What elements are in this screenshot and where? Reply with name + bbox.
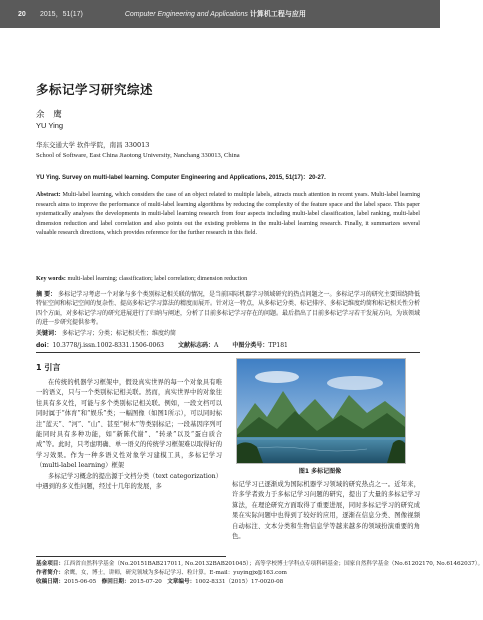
abstract-cn: [36, 290, 420, 328]
citation-line: YU Ying. Survey on multi-label learning. Computer Engineering and Applications, 2015, 51(17)：20-27.: [36, 175, 326, 181]
keywords-cn-text: 多标记学习；分类；标记相关性；维度约简: [61, 330, 176, 337]
keywords-en-text: multi-label learning; classification; label correlation; dimension reduction: [67, 276, 248, 282]
fund-note: [36, 560, 483, 569]
figure-1-image: [236, 358, 406, 464]
abstract-en: [36, 191, 420, 239]
revised-date: 2015-07-20: [129, 579, 162, 585]
doi-value: 10.3778/j.issn.1002-8331.1506-0063: [52, 342, 164, 349]
paper-title: 多标记学习研究综述: [36, 82, 154, 97]
intro-paragraph-2: 多标记学习概念的提出源于文档分类（text categorization）中遇到的多义性问题，经过十几年的发展，多: [36, 472, 222, 491]
dates-note: [36, 578, 420, 587]
document-code: [178, 340, 218, 349]
bio-text: 余鹰，女，博士，讲师，研究领域为多标记学习、粒计算。E-mail：yuyingjx@163.com: [63, 570, 287, 576]
clc-value: TP181: [268, 342, 288, 349]
doi: [36, 340, 164, 349]
article-number: 1002-8331（2015）17-0020-08: [195, 579, 284, 585]
article-meta: [36, 340, 420, 349]
keywords-cn: [36, 328, 420, 337]
article-label: 文章编号：: [167, 579, 196, 585]
intro-right-column: [232, 480, 420, 542]
figure-caption: 图1 多标记图像: [298, 468, 342, 475]
received-label: 收稿日期：: [36, 579, 64, 585]
journal-header: [0, 0, 440, 28]
affiliation-en: School of Software, East China Jiaotong University, Nanchang 330013, China: [36, 152, 240, 159]
clc-label: 中图分类号：: [232, 342, 269, 349]
volume-info: 2015，51(17): [40, 11, 83, 18]
abstract-cn-label: 摘 要：: [36, 291, 57, 298]
landscape-illustration: [237, 359, 405, 463]
journal-name-en: Computer Engineering and Applications: [124, 11, 248, 18]
footnotes: [36, 560, 483, 587]
clc-number: [232, 340, 288, 349]
intro-paragraph-3: 标记学习已逐渐成为国际机器学习领域的研究热点之一。近年来，许多学者致力于多标记学习问题的研究，提出了大量的多标记学习算法，在理论研究方面取得了重要进展，同时多标记学习的研究成果在实际问题中也得到了较好的应用，逐渐在信息分类、图像视频自动标注、文本分类和生物信息学等越来越多的领域扮演重要的角色。: [232, 481, 420, 541]
author-name-cn: 余 鹰: [36, 110, 65, 120]
document-code-value: A: [214, 342, 219, 349]
cloud: [327, 376, 383, 390]
keywords-en: [36, 276, 420, 282]
section-divider: [36, 352, 420, 353]
section-heading: 1 引言: [36, 363, 61, 372]
document-code-label: 文献标志码：: [177, 342, 214, 349]
author-name-en: YU Ying: [36, 121, 64, 130]
fund-label: 基金项目：: [36, 561, 64, 567]
journal-name-cn: 计算机工程与应用: [249, 11, 306, 18]
revised-label: 修回日期：: [101, 579, 130, 585]
intro-left-column: [36, 378, 222, 492]
journal-name: [125, 9, 306, 19]
fund-text: 江西省自然科学基金（No.20151BAB217011, No.20132BAB201045）；高等学校博士学科点专项科研基金；国家自然科学基金（No.61202170, No.61462037）。: [63, 561, 483, 567]
cloud: [255, 371, 299, 383]
doi-label: doi：: [36, 342, 53, 349]
intro-paragraph-1: 在传统的机器学习框架中，假设真实世界的每一个对象具有唯一的语义，只与一个类别标记相关联。然而，真实世界中的对象往往具有多义性，可能与多个类别标记相关联。例如，一段文档可以同时属于“体育”和“娱乐”类；一幅图像（如图1所示），可以同时标注“蓝天”、“河”、“山”、甚至“树木”等类别标记；一段基因序列可能同时具有多种功能，如“新陈代谢”、“转录”以及“蛋白质合成”等。此时，只考虑明确、单一语义的传统学习框架难以取得好的学习效果。作为一种多语义性对象学习建模工具，多标记学习（multi-label learning）框架: [36, 379, 222, 470]
abstract-cn-text: 多标记学习考虑一个对象与多个类别标记相关联的情况，是当前国际机器学习领域研究的热点问题之一。多标记学习的研究主要围绕降低特征空间和标记空间的复杂性、提高多标记学习算法的精度而展开。针对这一特点，从多标记分类、标记排序、多标记维度约简和标记相关性分析四个方面，对多标记学习的研究进展进行了归纳与阐述，分析了目前多标记学习存在的问题。最后指出了目前多标记学习若干发展方向，为该领域的进一步研究提供参考。: [36, 291, 421, 327]
keywords-cn-label: 关键词：: [36, 330, 61, 337]
affiliation-cn: 华东交通大学 软件学院，南昌 330013: [36, 141, 150, 149]
page-number: 20: [18, 10, 26, 18]
footnote-divider: [36, 556, 226, 557]
river: [237, 437, 405, 463]
abstract-en-label: Abstract:: [36, 192, 61, 198]
bio-note: [36, 569, 420, 578]
abstract-en-text: Multi-label learning, which considers the case of an object related to multiple labels, attracts much attention in recent years. Multi-label learning research aims to improve the performance of multi-label learning algorithms by reducing the complexity of the feature space and the label space. This paper systematically analyses the developments in multi-label learning research from four aspects including multi-label classification, label ranking, multi-label dimension reduction and label correlation and also points out the existing problems in the multi-label learning research. Finally, it summarizes several valuable research directions, which provides reference for the further research in this field.: [36, 192, 420, 237]
keywords-en-label: Key words:: [36, 276, 66, 282]
bio-label: 作者简介：: [36, 570, 64, 576]
received-date: 2015-06-05: [63, 579, 97, 585]
